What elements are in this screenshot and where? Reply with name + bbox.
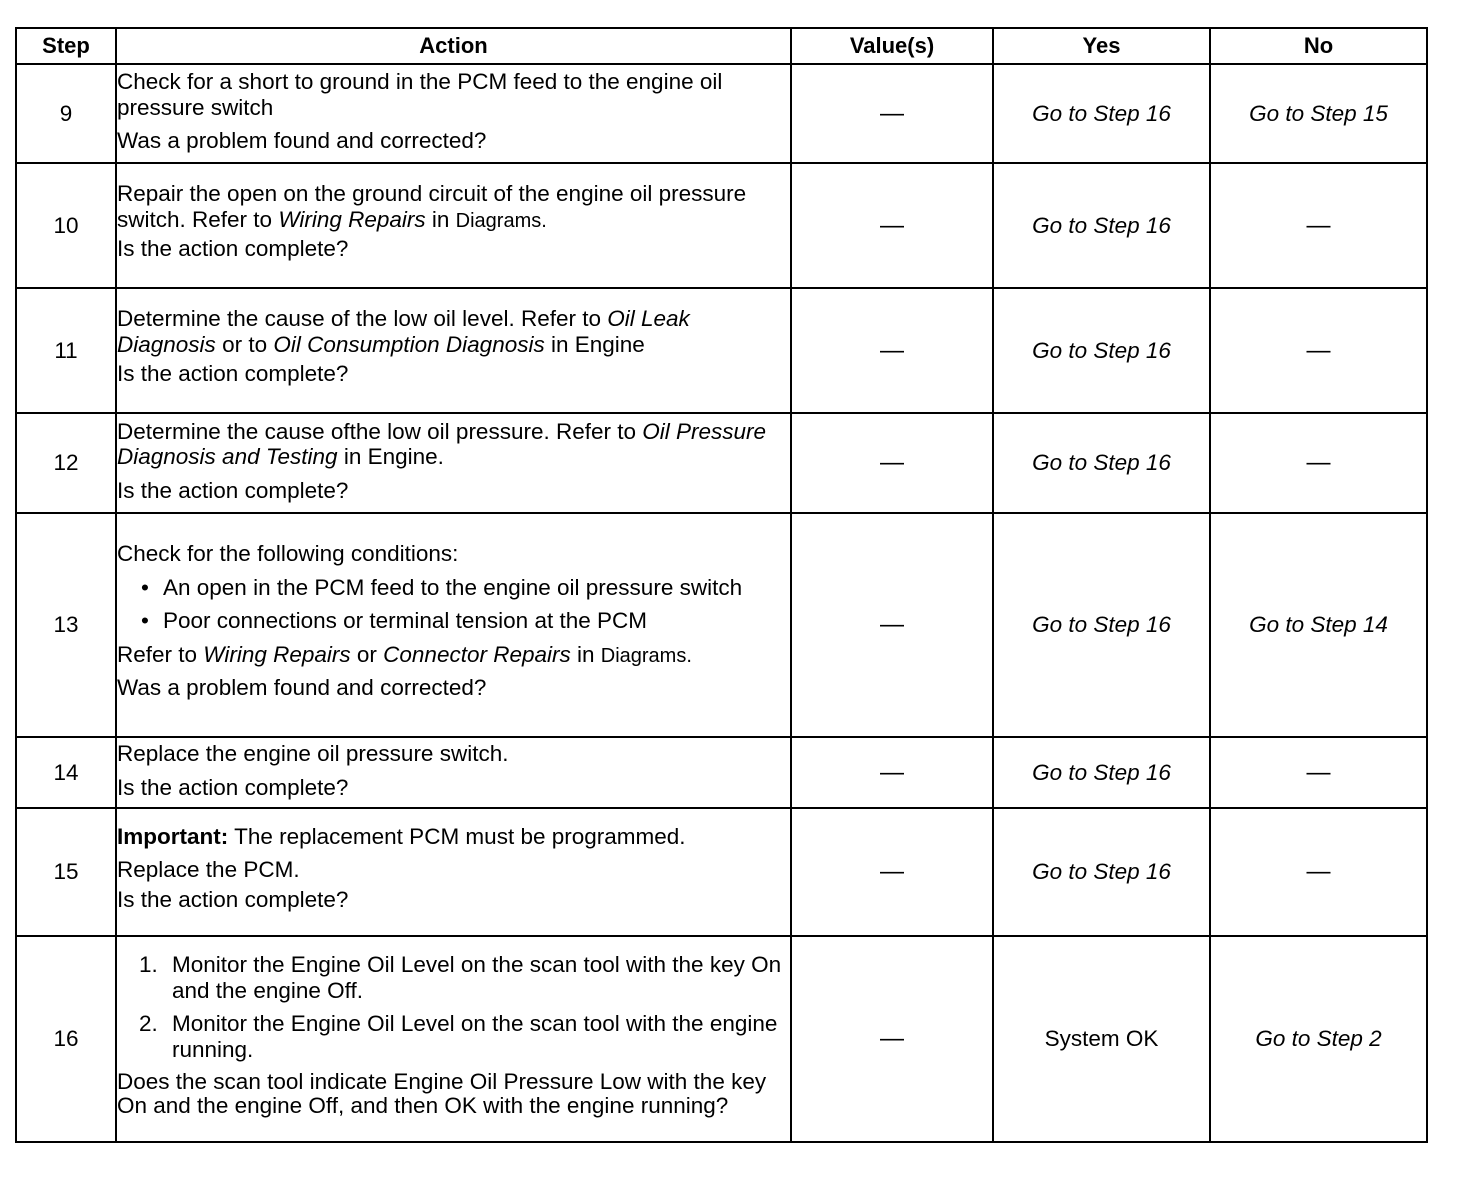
- action-question: Is the action complete?: [117, 886, 349, 912]
- important-text: The replacement PCM must be programmed.: [228, 823, 686, 849]
- table-row: [16, 808, 1427, 936]
- table-row: [16, 513, 1427, 737]
- action-cell: [116, 64, 791, 163]
- bullet-icon: •: [141, 608, 149, 634]
- value-cell: —: [791, 64, 993, 163]
- action-text-part: Determine the cause ofthe low oil pressure. Refer to: [117, 418, 643, 444]
- action-cell: [116, 513, 791, 737]
- action-text: [117, 419, 790, 470]
- action-cell: [116, 737, 791, 808]
- step-number: 13: [16, 513, 116, 737]
- action-text: Replace the PCM.: [117, 857, 300, 883]
- reference-diagrams: Diagrams.: [600, 644, 692, 667]
- value-cell: —: [791, 936, 993, 1142]
- reference-diagrams: Diagrams.: [455, 209, 547, 232]
- action-cell: [116, 808, 791, 936]
- action-text-part: in: [570, 641, 601, 667]
- header-no: No: [1210, 28, 1427, 64]
- action-text-part: in: [425, 206, 456, 232]
- step-number: 11: [16, 288, 116, 413]
- header-yes: Yes: [993, 28, 1210, 64]
- no-cell: —: [1210, 163, 1427, 288]
- yes-cell: Go to Step 16: [993, 163, 1210, 288]
- value-cell: —: [791, 413, 993, 513]
- step-number: 9: [16, 64, 116, 163]
- yes-cell: Go to Step 16: [993, 288, 1210, 413]
- diagnostic-table: [15, 27, 1428, 1143]
- step-number: 10: [16, 163, 116, 288]
- reference-wiring-repairs: Wiring Repairs: [278, 206, 426, 232]
- important-label: Important:: [117, 823, 229, 849]
- action-text: [117, 181, 790, 232]
- list-item: [117, 575, 790, 600]
- header-action: Action: [116, 28, 791, 64]
- action-question: Was a problem found and corrected?: [117, 675, 487, 701]
- step-number: 15: [16, 808, 116, 936]
- reference-wiring-repairs: Wiring Repairs: [203, 641, 351, 667]
- no-cell: —: [1210, 808, 1427, 936]
- action-question: Is the action complete?: [117, 361, 349, 387]
- action-reference: [117, 642, 790, 668]
- action-text-part: Determine the cause of the low oil level. Refer to: [117, 306, 608, 332]
- action-text-part: Refer to: [117, 641, 204, 667]
- step-number: 16: [16, 936, 116, 1142]
- condition-list: [117, 575, 790, 634]
- action-question: Is the action complete?: [117, 477, 349, 503]
- action-text-part: or: [350, 641, 384, 667]
- procedure-list: [117, 952, 790, 1062]
- yes-cell: Go to Step 16: [993, 737, 1210, 808]
- value-cell: —: [791, 513, 993, 737]
- table-row: [16, 737, 1427, 808]
- step-number: 14: [16, 737, 116, 808]
- action-text: Check for a short to ground in the PCM feed to the engine oil pressure switch: [117, 69, 723, 120]
- list-item-text: Poor connections or terminal tension at the PCM: [163, 608, 647, 634]
- list-item-text: An open in the PCM feed to the engine oil pressure switch: [163, 574, 743, 600]
- list-item-text: Monitor the Engine Oil Level on the scan tool with the engine running.: [172, 1011, 778, 1062]
- yes-cell: Go to Step 16: [993, 413, 1210, 513]
- yes-cell: Go to Step 16: [993, 513, 1210, 737]
- no-cell: Go to Step 15: [1210, 64, 1427, 163]
- action-text-part: or to: [215, 331, 274, 357]
- action-text: Replace the engine oil pressure switch.: [117, 741, 509, 767]
- action-intro: Check for the following conditions:: [117, 541, 459, 567]
- no-cell: —: [1210, 288, 1427, 413]
- table-row: [16, 64, 1427, 163]
- table-row: [16, 413, 1427, 513]
- no-cell: —: [1210, 413, 1427, 513]
- action-text-part: in Engine.: [337, 444, 444, 470]
- yes-cell: System OK: [993, 936, 1210, 1142]
- no-cell: Go to Step 14: [1210, 513, 1427, 737]
- yes-cell: Go to Step 16: [993, 808, 1210, 936]
- value-cell: —: [791, 288, 993, 413]
- action-text: [117, 306, 790, 357]
- action-cell: [116, 288, 791, 413]
- list-number: 1.: [139, 952, 158, 978]
- value-cell: —: [791, 737, 993, 808]
- action-cell: [116, 163, 791, 288]
- header-step: Step: [16, 28, 116, 64]
- list-item: [117, 1011, 790, 1062]
- reference-oil-leak-diagnosis: Oil Leak Diagnosis: [117, 306, 690, 357]
- bullet-icon: •: [141, 574, 149, 600]
- reference-oil-consumption-diagnosis: Oil Consumption Diagnosis: [273, 331, 545, 357]
- table-row: [16, 936, 1427, 1142]
- header-row: [16, 28, 1427, 64]
- action-cell: [116, 936, 791, 1142]
- reference-oil-pressure-diagnosis: Oil Pressure Diagnosis and Testing: [117, 418, 767, 470]
- action-text-part: Repair the open on the ground circuit of the engine oil pressure switch. Refer to: [117, 181, 747, 232]
- action-question: Does the scan tool indicate Engine Oil Pressure Low with the key On and the engine Off, and then OK with the engine running?: [117, 1069, 767, 1118]
- action-question: Is the action complete?: [117, 774, 349, 800]
- no-cell: —: [1210, 737, 1427, 808]
- list-item-text: Monitor the Engine Oil Level on the scan tool with the key On and the engine Off.: [172, 952, 782, 1003]
- list-item: [117, 608, 790, 633]
- reference-connector-repairs: Connector Repairs: [383, 641, 571, 667]
- table-row: [16, 163, 1427, 288]
- list-number: 2.: [139, 1011, 158, 1037]
- value-cell: —: [791, 808, 993, 936]
- step-number: 12: [16, 413, 116, 513]
- list-item: [117, 952, 790, 1003]
- action-cell: [116, 413, 791, 513]
- action-text-part: in Engine: [544, 331, 645, 357]
- yes-cell: Go to Step 16: [993, 64, 1210, 163]
- important-note: [117, 824, 790, 849]
- table-row: [16, 288, 1427, 413]
- action-question: Is the action complete?: [117, 236, 349, 262]
- no-cell: Go to Step 2: [1210, 936, 1427, 1142]
- value-cell: —: [791, 163, 993, 288]
- header-values: Value(s): [791, 28, 993, 64]
- action-question: Was a problem found and corrected?: [117, 128, 487, 154]
